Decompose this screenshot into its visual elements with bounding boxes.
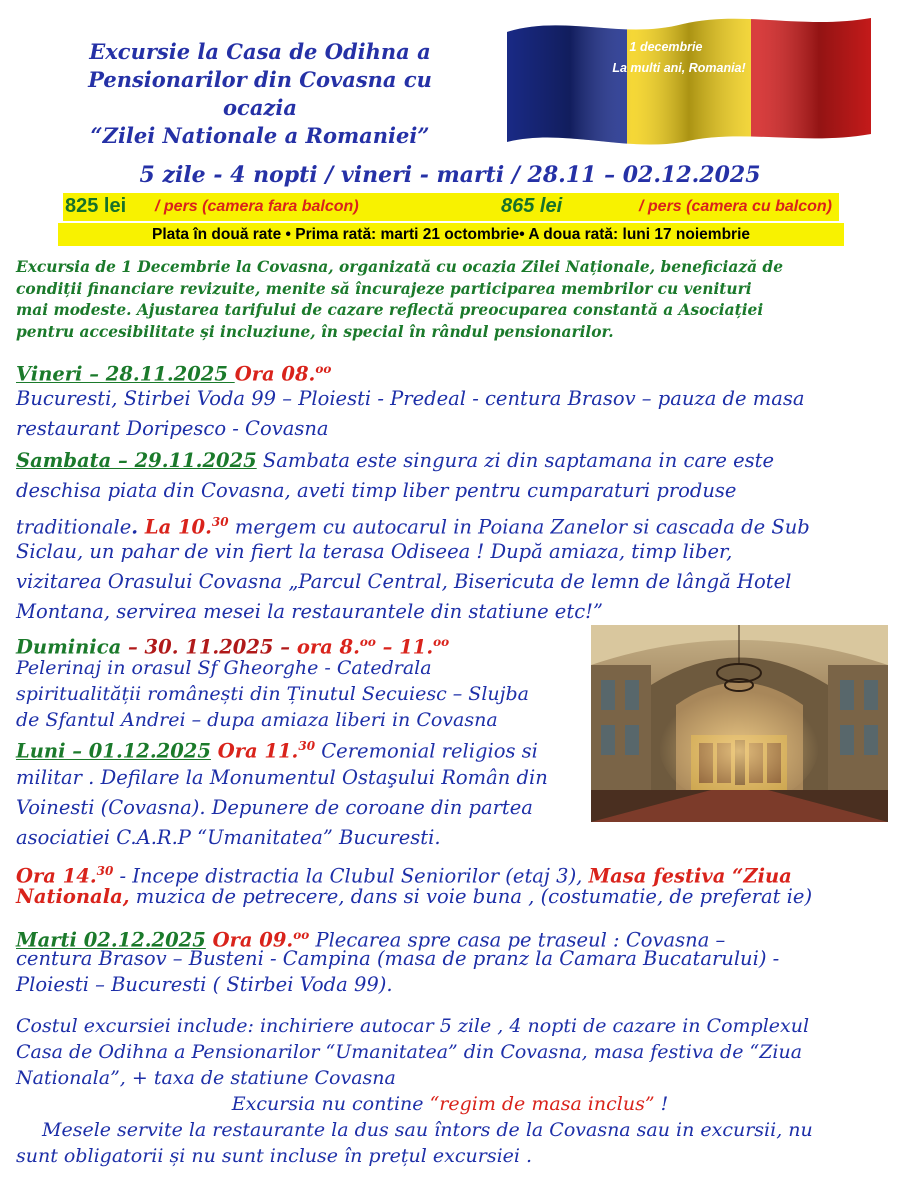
sambata-time: La 10. [144,515,212,539]
intro-paragraph [16,257,890,343]
sambata-heading: Sambata – 29.11.2025 Sambata este singura zi din saptamana in care este [16,449,775,472]
price-no-balcony: 825 lei [65,195,127,217]
sambata-text-6: Montana, servirea mesei la restaurantele din statiune etc!” [16,600,603,623]
festiva-line-2: Nationala, muzica de petrecere, dans si voie buna , (costumatie, de preferat ie) [16,885,813,908]
vineri-time: Ora 08. [234,362,316,386]
marti-text-2: centura Brasov – Busteni - Campina (masa de pranz la Camara Bucatarului) - [16,947,780,970]
festiva-title: Masa festiva “Ziua [588,864,792,888]
vineri-text-1: Bucuresti, Stirbei Voda 99 – Ploiesti - Predeal - centura Brasov – pauza de masa [16,387,805,410]
luni-time: Ora 11. [210,739,299,763]
marti-heading: Marti 02.12.2025 Ora 09.$^{oo}$ Plecarea spre casa pe traseul : Covasna – [16,928,726,952]
sambata-text-3: traditionale. La 10.30 mergem cu autocarul in Poiana Zanelor si cascada de Sub [16,515,810,539]
vineri-text-2: restaurant Doripesco - Covasna [16,417,329,440]
intro-line: mai modeste. Ajustarea tarifului de cazare reflectă preocuparea constantă a Asociației [16,301,764,319]
cost-text-2: Casa de Odihna a Pensionarilor “Umanitatea” din Covasna, masa festiva de “Ziua [16,1041,803,1063]
intro-line: pentru accesibilitate și incluziune, în special în rândul pensionarilor. [16,322,614,341]
sambata-text-4: Siclau, un pahar de vin fiert la terasa Odiseea ! După amiaza, timp liber, [16,540,733,563]
title-line-1: Excursie la Casa de Odihna a [89,39,431,64]
sambata-text-5: vizitarea Orasului Covasna „Parcul Central, Bisericuta de lemn de lângă Hotel [16,570,792,593]
romanian-flag-image [503,10,875,148]
duminica-text-1: Pelerinaj in orasul Sf Gheorghe - Catedrala [16,657,432,679]
title-line-3: ocazia [223,95,297,120]
intro-line: Excursia de 1 Decembrie la Covasna, organizată cu ocazia Zilei Naționale, beneficiază de [16,258,783,276]
duminica-text-3: de Sfantul Andrei – dupa amiaza liberi in Covasna [16,709,498,731]
luni-text-4: asociatiei C.A.R.P “Umanitatea” Bucuresti. [16,826,441,849]
festiva-time: Ora 14. [16,864,97,888]
duminica-day: Duminica [16,635,122,659]
luni-date: Luni – 01.12.2025 [16,739,211,763]
trip-dates: 5 zile - 4 nopti / vineri - marti / 28.11 – 02.12.2025 [139,162,761,188]
cathedral-interior-photo [591,625,888,822]
luni-text-2: militar . Defilare la Monumentul Ostaşului Român din [16,766,548,789]
duminica-heading: Duminica – 30. 11.2025 – ora 8.$^{oo}$ – 11.$^{oo}$ [16,635,450,659]
marti-time: Ora 09. [205,928,294,952]
vineri-date: Vineri – 28.11.2025 [16,362,235,386]
price-no-balcony-label: / pers (camera fara balcon) [155,198,359,215]
vineri-heading: Vineri – 28.11.2025 Ora 08.$^{oo}$ [16,362,332,386]
price-balcony: 865 lei [501,195,563,217]
cost-text-6: sunt obligatorii și nu sunt incluse în prețul excursiei . [16,1145,533,1167]
cost-text-3: Nationala”, + taxa de statiune Covasna [16,1067,396,1089]
flag-caption-1: 1 decembrie [629,40,703,54]
marti-date: Marti 02.12.2025 [16,928,206,952]
sambata-date: Sambata – 29.11.2025 [16,449,257,472]
luni-heading: Luni – 01.12.2025 Ora 11.30 Ceremonial religios si [16,739,538,763]
meal-note: Excursia nu contine “regim de masa inclus” ! [231,1093,669,1115]
page-title [40,38,480,150]
intro-line: condiții financiare revizuite, menite să încurajeze participarea membrilor cu venituri [16,279,752,298]
title-line-4: “Zilei Nationale a Romaniei” [90,123,430,148]
marti-text-3: Ploiesti – Bucuresti ( Stirbei Voda 99). [16,973,393,996]
cost-text-5: Mesele servite la restaurante la dus sau întors de la Covasna sau in excursii, nu [42,1119,813,1141]
festiva-line-1: Ora 14.30 - Incepe distractia la Clubul Seniorilor (etaj 3), Masa festiva “Ziua [16,864,792,888]
luni-text-3: Voinesti (Covasna). Depunere de coroane din partea [16,796,533,819]
cost-text-1: Costul excursiei include: inchiriere autocar 5 zile , 4 nopti de cazare in Complexul [16,1015,810,1037]
title-line-2: Pensionarilor din Covasna cu [88,67,432,92]
flag-caption-2: La multi ani, Romania! [612,61,746,75]
price-banner [63,193,839,221]
payment-banner: Plata în două rate • Prima rată: marti 21 octombrie• A doua rată: luni 17 noiembrie [58,223,844,246]
price-balcony-label: / pers (camera cu balcon) [639,198,832,215]
sambata-text-2: deschisa piata din Covasna, aveti timp liber pentru cumparaturi produse [16,479,737,502]
duminica-text-2: spiritualității românești din Ținutul Secuiesc – Slujba [16,683,530,705]
